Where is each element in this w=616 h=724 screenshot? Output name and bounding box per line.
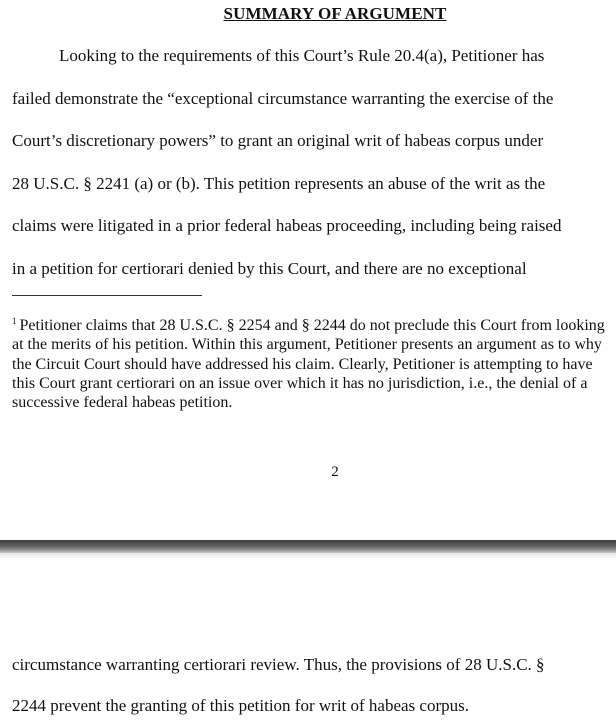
body-line: 28 U.S.C. § 2241 (a) or (b). This petition represents an abuse of the writ as the	[12, 174, 546, 193]
footnote-marker: 1	[12, 316, 17, 326]
body-line: claims were litigated in a prior federal habeas proceeding, including being raised	[12, 216, 562, 235]
footnote-text: Petitioner claims that 28 U.S.C. § 2254 and § 2244 do not preclude this Court from looking at the merits of his petition. Within this argument, Petitioner presents an argument as to why the Circuit Court should have addressed his claim. Clearly, Petitioner is attempting to have this Court grant certiorari on an issue over which it has no jurisdiction, i.e., the denial of a successive federal habeas petition.	[12, 317, 605, 412]
footnote-separator	[12, 295, 202, 296]
body-line: Court’s discretionary powers” to grant an original writ of habeas corpus under	[12, 131, 544, 150]
page-number: 2	[331, 464, 339, 480]
next-document-page	[0, 559, 616, 724]
body-line: 2244 prevent the granting of this petition for writ of habeas corpus.	[12, 696, 469, 715]
body-line: circumstance warranting certiorari review. Thus, the provisions of 28 U.S.C. §	[12, 655, 545, 674]
section-heading: SUMMARY OF ARGUMENT	[223, 4, 447, 23]
footnote	[12, 312, 608, 412]
body-line: in a petition for certiorari denied by this Court, and there are no exceptional	[12, 259, 527, 278]
page-break-bar	[0, 540, 616, 553]
body-line: failed demonstrate the “exceptional circumstance warranting the exercise of the	[12, 89, 554, 108]
body-line: Looking to the requirements of this Court’s Rule 20.4(a), Petitioner has	[59, 46, 545, 65]
